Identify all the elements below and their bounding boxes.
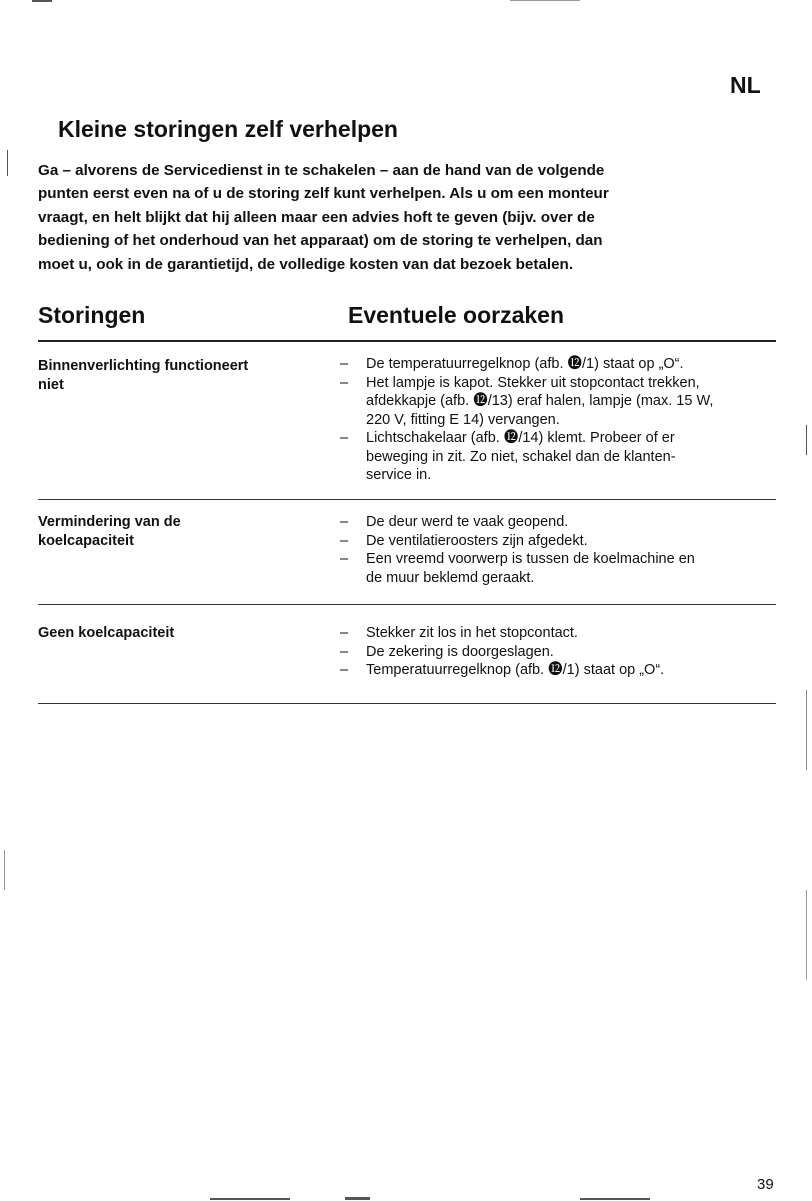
cause-list: [340, 624, 780, 680]
cause-dash: –: [340, 643, 349, 660]
scan-mark: [806, 425, 807, 455]
table-top-rule: [38, 340, 776, 342]
fault-label-line: Geen koelcapaciteit: [38, 625, 175, 641]
scan-mark: [806, 890, 807, 980]
cause-line: Lichtschakelaar (afb. ⓬/14) klemt. Probeer of er: [366, 430, 675, 446]
intro-line: Ga – alvorens de Servicedienst in te schakelen – aan de hand van de volgende: [38, 162, 605, 179]
cause-list: [340, 513, 780, 587]
scan-mark: [806, 690, 807, 770]
cause-item: [340, 374, 780, 430]
page-title: Kleine storingen zelf verhelpen: [58, 116, 398, 142]
scan-mark: [210, 1198, 290, 1200]
cause-item: [340, 643, 780, 662]
intro-line: vraagt, en helt blijkt dat hij alleen maar een advies hoft te geven (bijv. over de: [38, 208, 595, 226]
fault-label: [38, 513, 308, 550]
cause-line: De deur werd te vaak geopend.: [366, 514, 569, 530]
cause-dash: –: [340, 514, 349, 530]
scan-mark: [32, 0, 52, 2]
intro-line: punten eerst even na of u de storing zelf kunt verhelpen. Als u om een monteur: [38, 185, 609, 203]
cause-line: service in.: [366, 467, 432, 483]
cause-line: beweging in zit. Zo niet, schakel dan de klanten-: [366, 448, 676, 465]
cause-dash: –: [340, 662, 349, 678]
intro-line: moet u, ook in de garantietijd, de volledige kosten van dat bezoek betalen.: [38, 255, 574, 273]
row-divider: [38, 499, 776, 500]
page-number: 39: [757, 1176, 774, 1193]
cause-line: De zekering is doorgeslagen.: [366, 643, 554, 660]
cause-line: Een vreemd voorwerp is tussen de koelmachine en: [366, 551, 695, 567]
cause-line: 220 V, fitting E 14) vervangen.: [366, 411, 560, 428]
fault-label-line: Vermindering van de: [38, 514, 181, 530]
cause-line: Temperatuurregelknop (afb. ⓬/1) staat op „O“.: [366, 662, 665, 678]
cause-item: [340, 624, 780, 643]
cause-line: Stekker zit los in het stopcontact.: [366, 625, 578, 641]
cause-item: [340, 429, 780, 485]
fault-label: [38, 624, 308, 643]
scan-mark: [4, 850, 5, 890]
cause-line: De ventilatieroosters zijn afgedekt.: [366, 532, 588, 549]
cause-dash: –: [340, 625, 349, 641]
cause-item: [340, 532, 780, 551]
cause-dash: –: [340, 356, 349, 372]
cause-list: [340, 355, 780, 485]
scan-mark: [7, 150, 8, 176]
cause-dash: –: [340, 374, 349, 391]
cause-item: [340, 355, 780, 374]
cause-item: [340, 550, 780, 587]
fault-label-line: koelcapaciteit: [38, 532, 134, 549]
column-heading-storingen: Storingen: [38, 302, 146, 328]
language-code: NL: [730, 72, 761, 98]
cause-item: [340, 513, 780, 532]
intro-line: bediening of het onderhoud van het apparaat) om de storing te verhelpen, dan: [38, 232, 603, 250]
cause-line: De temperatuurregelknop (afb. ⓬/1) staat op „O“.: [366, 356, 684, 372]
fault-label-line: niet: [38, 376, 64, 393]
fault-label-line: Binnenverlichting functioneert: [38, 358, 249, 374]
table-bottom-rule: [38, 703, 776, 704]
cause-line: de muur beklemd geraakt.: [366, 569, 535, 586]
cause-item: [340, 661, 780, 680]
cause-dash: –: [340, 430, 349, 446]
scan-mark: [345, 1197, 370, 1200]
cause-dash: –: [340, 551, 349, 567]
intro-paragraph: [38, 159, 758, 276]
cause-line: Het lampje is kapot. Stekker uit stopcontact trekken,: [366, 374, 700, 391]
column-heading-oorzaken: Eventuele oorzaken: [348, 302, 565, 328]
cause-line: afdekkapje (afb. ⓬/13) eraf halen, lampje (max. 15 W,: [366, 393, 714, 409]
cause-dash: –: [340, 532, 349, 549]
scan-mark: [580, 1198, 650, 1200]
fault-label: [38, 357, 308, 394]
row-divider: [38, 604, 776, 605]
scan-mark: [510, 0, 580, 1]
